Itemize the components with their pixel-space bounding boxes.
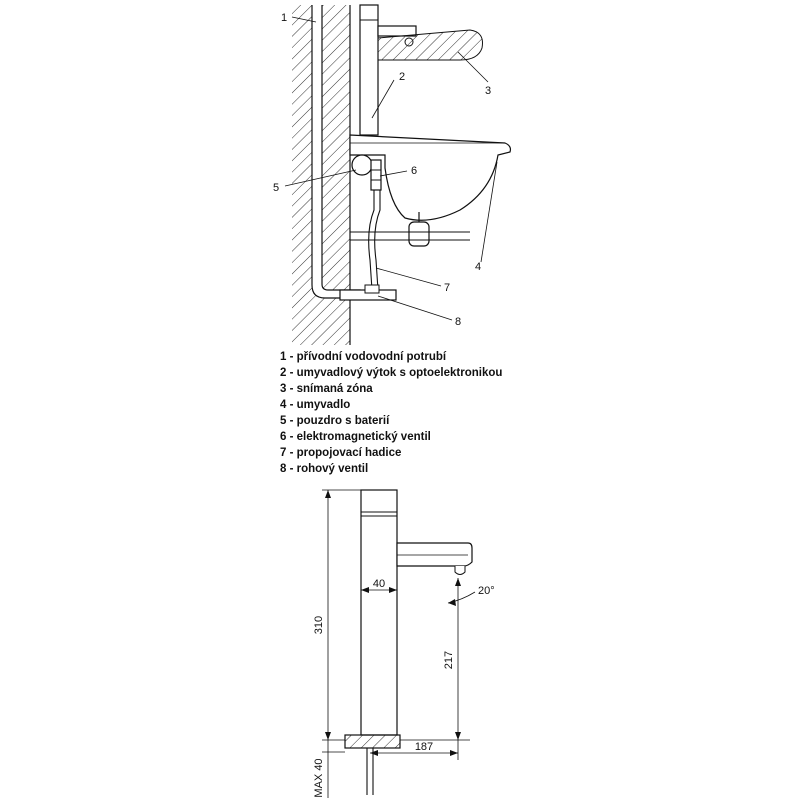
dimension-spout-height: 217 <box>443 650 455 670</box>
legend-item-3: 3 - snímaná zóna <box>280 383 373 395</box>
callout-8: 8 <box>455 316 462 328</box>
faucet-spout <box>378 26 416 36</box>
legend-item-4: 4 - umyvadlo <box>280 399 351 411</box>
legend-item-2: 2 - umyvadlový výtok s optoelektronikou <box>280 367 503 379</box>
faucet-body <box>361 490 397 735</box>
legend-item-5: 5 - pouzdro s baterií <box>280 415 390 427</box>
legend-item-1: 1 - přívodní vodovodní potrubí <box>280 351 447 363</box>
faucet-column <box>360 5 378 135</box>
dimension-view <box>313 490 495 798</box>
legend-item-7: 7 - propojovací hadice <box>280 447 402 459</box>
callout-2: 2 <box>399 71 406 83</box>
callout-6: 6 <box>411 165 418 177</box>
dimension-body-width: 40 <box>372 578 386 590</box>
callout-3: 3 <box>485 85 492 97</box>
callout-4: 4 <box>475 261 482 273</box>
legend-item-8: 8 - rohový ventil <box>280 463 369 475</box>
installation-view <box>273 5 510 345</box>
dimension-height-total: 310 <box>313 615 325 635</box>
callout-1: 1 <box>281 12 288 24</box>
mounting-base <box>345 735 400 748</box>
legend-item-6: 6 - elektromagnetický ventil <box>280 431 431 443</box>
siphon <box>409 222 429 246</box>
callout-5: 5 <box>273 182 280 194</box>
dimension-max-thickness: MAX 40 <box>313 758 325 798</box>
legend <box>280 351 502 475</box>
battery-box <box>352 155 372 175</box>
dimension-spout-reach: 187 <box>414 741 434 753</box>
solenoid-valve <box>371 160 381 190</box>
dimension-angle: 20° <box>478 585 495 597</box>
dimension-spout <box>397 543 472 566</box>
callout-7: 7 <box>444 282 451 294</box>
